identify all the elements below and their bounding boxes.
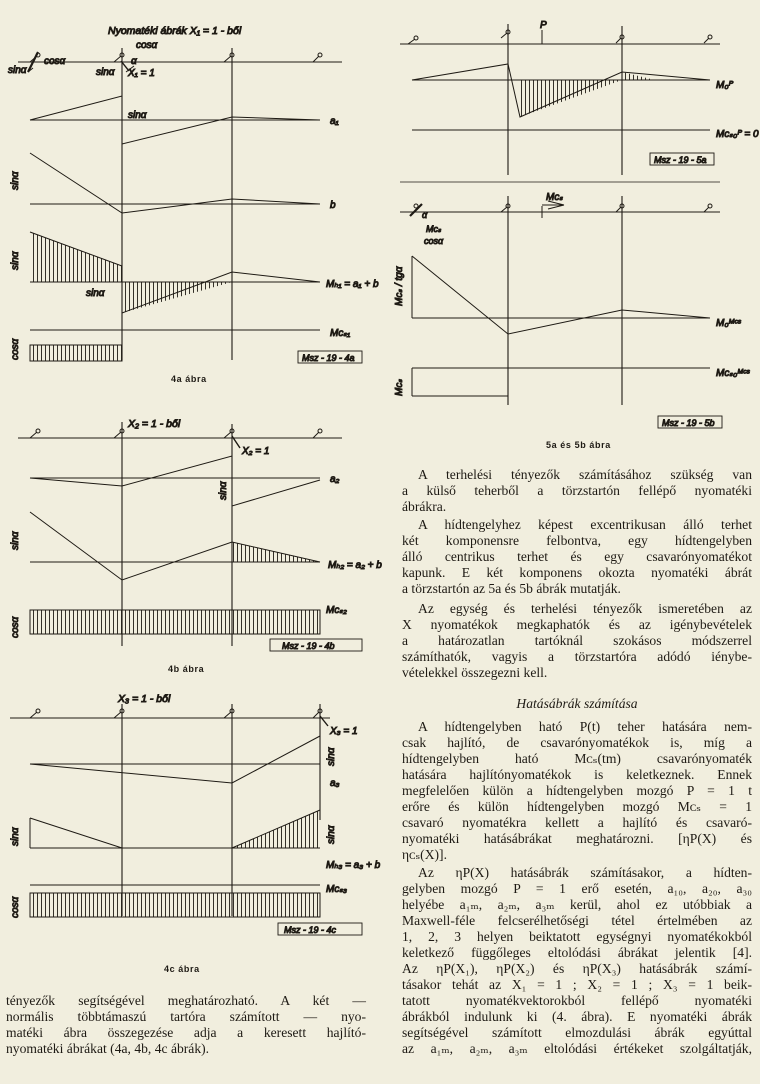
support-symbols — [30, 709, 322, 718]
label-a1: a₁ — [330, 116, 339, 127]
label-sin-load: sinα — [96, 67, 115, 78]
text-line: tatott nyomatékvektorokból fellépő nyomatéki — [402, 993, 752, 1008]
text-line: hatására hajlítónyomatékok is keletkeznek. Ennek — [402, 767, 752, 782]
text-line: csavaró nyomatékra kellett a hajlító és csavaró- — [402, 815, 752, 830]
label-x2: X₂ = 1 — [242, 446, 270, 457]
text-line: hídtengelyben ható Mᴄₛ(tm) csavarónyomaték — [402, 751, 752, 766]
text-line: megfelelően külön a hídtengelyben mozgó P = 1 t — [402, 783, 752, 798]
label-alpha-b: α — [422, 210, 428, 220]
figure-tag: Msz - 19 - 4b — [282, 641, 335, 651]
text-line: Az egység és terhelési tényezők ismeretében az — [418, 601, 752, 616]
left-text-line: tényezők segítségével meghatározható. A két — — [6, 993, 366, 1008]
text-line: erőre és külön hídtengelyben mozgó Mᴄₛ = 1 — [402, 799, 752, 814]
diagram-a3 — [30, 736, 320, 783]
text-line: a külső teherből a törzstartón fellépő nyomatéki — [402, 483, 752, 498]
label-cos-mcs: cosα — [10, 338, 21, 360]
figure-5 — [380, 0, 760, 440]
label-sin-b: sinα — [10, 171, 21, 190]
section-heading: Hatásábrák számítása — [516, 696, 638, 711]
label-a2: a₂ — [330, 474, 340, 485]
text-line: a határozatlan tartóknál szokásos módszerrel — [402, 633, 752, 648]
figure-tag: Msz - 19 - 4a — [302, 353, 355, 363]
text-line: ábrákból indulunk ki (4. ábra). E nyomatéki ábrák — [402, 1009, 752, 1024]
text-line: két komponensre felbontva, egy hídtengelyben — [402, 533, 752, 548]
text-line: álló centrikus terhet és egy csavarónyomatékot — [402, 549, 752, 564]
figure-4b — [0, 400, 380, 665]
text-line: keletkező függőleges eltolódási ábrákat jelentik [4]. — [402, 945, 752, 960]
text-line: csak hajlító, de csavarónyomatékok is, míg a — [402, 735, 752, 750]
text-line: A terhelési tényezők számításához szükség van — [418, 467, 752, 482]
label-mcsop: Mᴄₛ₀ᴾ = 0 — [716, 129, 759, 140]
figure-4a-title: Nyomatéki ábrák X₁ = 1 - ből — [108, 25, 242, 37]
label-momcs: M₀ᴹᶜˢ — [716, 318, 741, 329]
label-cos-mcs: cosα — [10, 616, 21, 638]
label-sin-mid: sinα — [218, 481, 229, 500]
left-text-line: normális többtámaszú tartóra számított — nyo- — [6, 1009, 366, 1024]
label-sin-b: sinα — [10, 531, 21, 550]
label-sin-r: sinα — [326, 747, 337, 766]
figure-4a — [0, 0, 380, 390]
label-p: P — [540, 20, 547, 31]
label-sin-mid: sinα — [128, 110, 147, 121]
label-cosa: cosα — [424, 236, 444, 246]
caption-4a: 4a ábra — [171, 374, 207, 384]
figure-tag-a: Msz - 19 - 5a — [654, 155, 707, 165]
caption-4c: 4c ábra — [164, 964, 200, 974]
support-symbols — [30, 53, 322, 62]
label-mcs3: Mᴄₛ₃ — [326, 884, 348, 895]
support-symbols — [408, 30, 712, 44]
text-line: helyébe a₁ₘ, a₂ₘ, a₃ₘ kerül, ahol ez utóbbiak a — [402, 897, 752, 912]
text-line: A hídtengelyben ható P(t) teher hatására nem- — [418, 719, 752, 734]
label-mcs-arrow: Mᴄₛ — [546, 192, 564, 203]
text-line: segítségével számított elmozdulási ábrák egyúttal — [402, 1025, 752, 1040]
label-mcs2: Mᴄₛ₂ — [326, 605, 347, 616]
support-symbols — [30, 429, 322, 438]
caption-5: 5a és 5b ábra — [546, 440, 611, 450]
figure-4c-drawing — [0, 680, 380, 965]
text-line: ábrákra. — [402, 499, 447, 514]
label-cos: cosα — [44, 56, 66, 67]
text-line: Az ηP(X) hatásábrák számításakor, a hídten- — [418, 865, 752, 880]
text-line: A hídtengelyhez képest excentrikusan álló terhet — [418, 517, 752, 532]
label-sin-mh2: sinα — [86, 288, 105, 299]
label-a3: a₃ — [330, 778, 340, 789]
text-line: az a₁ₘ, a₂ₘ, a₃ₘ eltolódási értékeket szolgáltatják, — [402, 1041, 752, 1056]
label-sin-l: sinα — [10, 827, 21, 846]
text-line: kapunk. E két komponens okozta nyomatéki ábrát — [402, 565, 752, 580]
text-line: vételekkel összegezni kell. — [402, 665, 548, 680]
figure-4c — [0, 680, 380, 965]
label-x1: X₁ = 1 — [128, 68, 155, 79]
diagram-a2 — [30, 456, 320, 506]
text-line: ηᴄₛ(X)]. — [402, 847, 447, 862]
label-alpha: α — [131, 56, 137, 67]
caption-4b: 4b ábra — [168, 664, 205, 674]
text-line: számíthatók, vagyis a törzstartóra adódó iénybe- — [402, 649, 752, 664]
label-cos-mcs: cosα — [10, 896, 21, 918]
label-mh2: Mₕ₂ = a₂ + b — [328, 560, 382, 571]
figure-5-drawing — [380, 0, 760, 440]
label-sin: sinα — [8, 65, 27, 76]
label-sin-r2: sinα — [326, 825, 337, 844]
text-line: tásakor tehát az X₁ = 1 ; X₂ = 1 ; X₃ = 1 beik- — [402, 977, 752, 992]
text-line: gelyben mozgó P = 1 erő esetén, a₁₀, a₂₀, a₃₀ — [402, 881, 752, 896]
figure-tag: Msz - 19 - 4c — [284, 925, 337, 935]
text-line: 1, 2, 3 helyen beiktatott egységnyi nyomatékokból — [402, 929, 752, 944]
label-x3: X₃ = 1 — [330, 726, 358, 737]
text-line: Maxwell-féle felcserélhetőségi tétel értelmében az — [402, 913, 752, 928]
label-mop: M₀ᴾ — [716, 80, 733, 91]
label-cos-load: cosα — [136, 40, 158, 51]
diagram-mh2 — [30, 512, 320, 580]
label-b: b — [330, 200, 336, 211]
left-text-line: nyomatéki ábrákat (4a, 4b, 4c ábrák). — [6, 1041, 210, 1056]
label-mcs-left: Mᴄₛ — [426, 224, 442, 234]
figure-4b-title: X₂ = 1 - ből — [128, 418, 181, 430]
text-line: a törzstartón az 5a és 5b ábrák mutatják. — [402, 581, 621, 596]
label-mcsomcs: Mᴄₛ₀ᴹᶜˢ — [716, 368, 750, 379]
figure-4b-drawing — [0, 400, 380, 665]
label-mcs-l: Mᴄₛ — [394, 378, 405, 396]
label-mcs-tga: Mᴄₛ / tgα — [394, 266, 405, 306]
text-line: Az ηP(X₁), ηP(X₂) és ηP(X₃) hatásábrák számí- — [402, 961, 752, 976]
figure-4c-title: X₃ = 1 - ből — [118, 693, 171, 705]
text-line: X nyomatékok megkaphatók és az igénybevételek — [402, 617, 752, 632]
diagram-momcs — [412, 256, 710, 334]
left-text-line: matéki ábra összegezése adja a keresett hajlító- — [6, 1025, 366, 1040]
figure-tag-b: Msz - 19 - 5b — [662, 418, 715, 428]
text-line: nyomatéki hatásábrákat meghatározni. [ηP(X) és — [402, 831, 752, 846]
figure-4a-drawing — [0, 0, 380, 390]
label-mh3: Mₕ₃ = a₃ + b — [326, 860, 381, 871]
label-mcs1: Mᴄₛ₁ — [330, 328, 351, 339]
label-mh1: Mₕ₁ = a₁ + b — [326, 279, 379, 290]
label-sin-mh: sinα — [10, 251, 21, 270]
